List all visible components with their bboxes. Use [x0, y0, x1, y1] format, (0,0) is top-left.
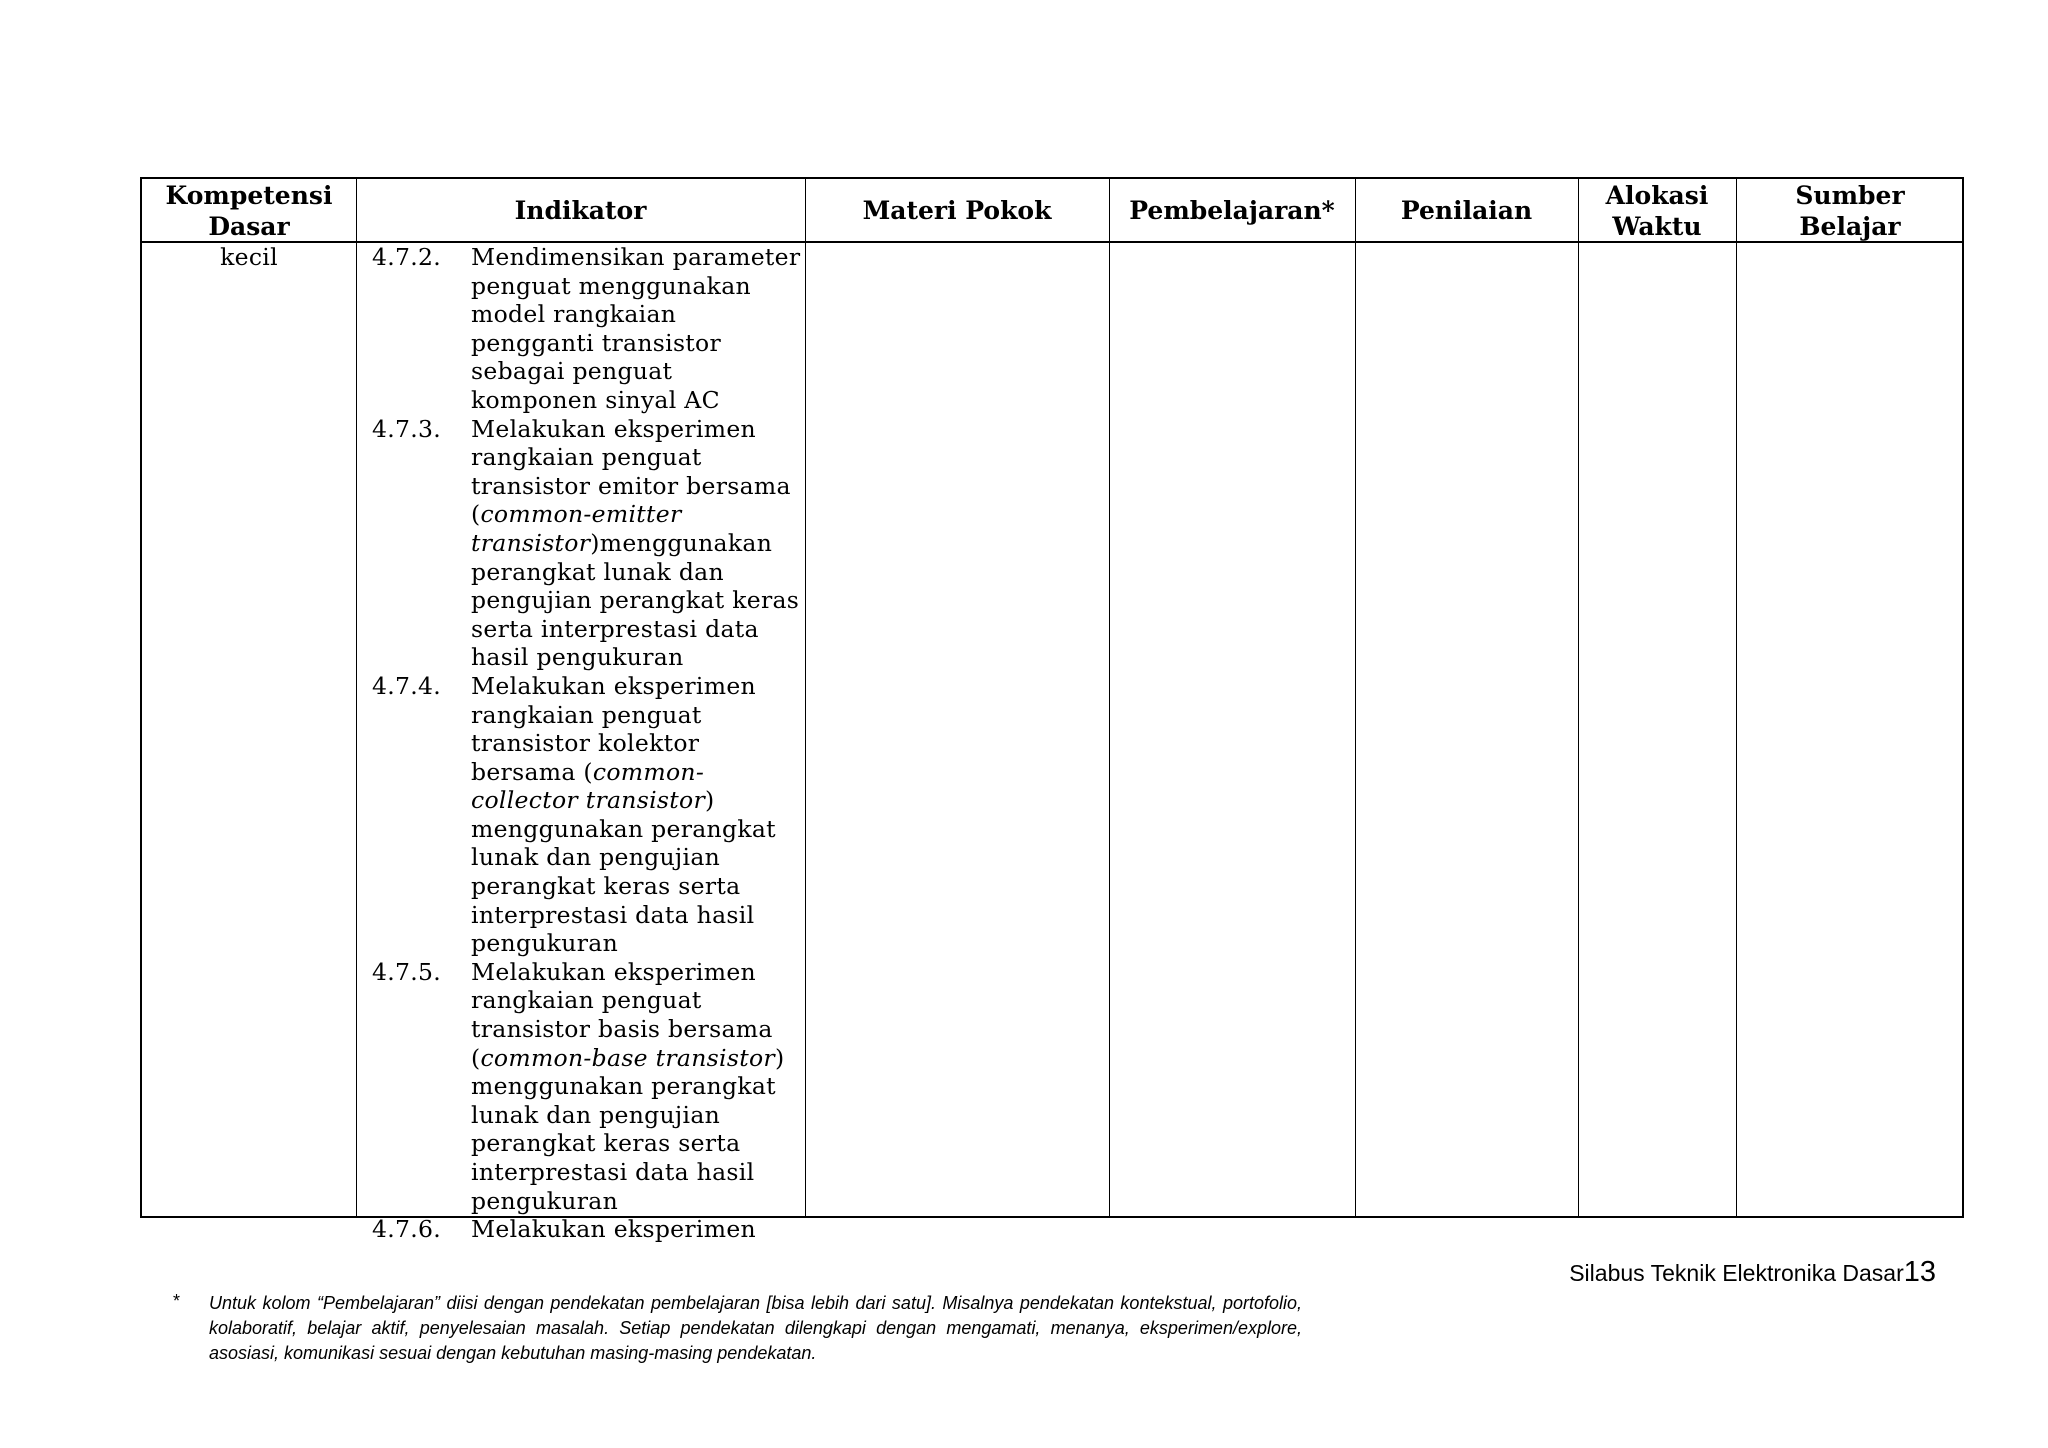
page-number: 13	[1903, 1256, 1936, 1288]
indikator-number: 4.7.2.	[372, 243, 442, 271]
footnote-text: Untuk kolom “Pembelajaran” diisi dengan pendekatan pembelajaran [bisa lebih dari satu]. Misalnya pendekatan kontekstual, portofolio, kolaboratif, belajar aktif, penyelesaian masalah. Setiap pendekatan dilengkapi dengan mengamati, menanya, eksperimen/explore, asosiasi, komunikasi sesuai dengan kebutuhan masing-masing pendekatan.	[209, 1293, 1302, 1363]
header-kompetensi-dasar: Kompetensi Dasar	[165, 180, 333, 241]
header-penilaian: Penilaian	[1400, 196, 1533, 225]
header-alokasi-waktu: Alokasi Waktu	[1605, 180, 1709, 241]
syllabus-table	[140, 177, 1964, 1244]
header-pembelajaran: Pembelajaran*	[1129, 196, 1335, 225]
header-sumber-belajar: Sumber Belajar	[1795, 180, 1905, 241]
indikator-italic-term: common-base transistor	[480, 1043, 775, 1072]
footnote-mark: *	[173, 1291, 181, 1311]
column-divider	[1736, 179, 1737, 1216]
header-materi-pokok: Materi Pokok	[862, 196, 1052, 225]
indikator-italic-term: common-emitter transistor	[471, 500, 682, 557]
column-divider	[1578, 179, 1579, 1216]
indikator-text-part: ) menggunakan perangkat lunak dan pengujian perangkat keras serta interprestasi data hasil pengukuran	[471, 1043, 785, 1215]
indikator-text	[471, 672, 801, 958]
page-footer	[1569, 1256, 1936, 1289]
indikator-text-part: Mendimensikan parameter penguat menggunakan model rangkaian pengganti transistor sebagai penguat komponen sinyal AC	[471, 243, 801, 414]
indikator-item	[372, 958, 812, 1215]
indikator-text-part: ) menggunakan perangkat lunak dan pengujian perangkat keras serta interprestasi data hasil pengukuran	[471, 786, 776, 958]
indikator-item	[372, 672, 812, 958]
indikator-number: 4.7.4.	[372, 671, 442, 700]
indikator-text-part: Melakukan eksperimen	[471, 1215, 756, 1244]
indikator-text-part: Melakukan eksperimen rangkaian penguat transistor kolektor bersama (	[471, 671, 756, 786]
indikator-italic-term: common-collector transistor	[471, 757, 705, 815]
indikator-text-part: )menggunakan perangkat lunak dan pengujian perangkat keras serta interprestasi data hasil pengukuran	[471, 528, 800, 672]
indikator-item	[372, 1215, 812, 1244]
indikator-item	[372, 415, 812, 672]
header-indikator: Indikator	[514, 196, 647, 225]
footer-title: Silabus Teknik Elektronika Dasar	[1569, 1260, 1904, 1286]
column-divider	[1355, 179, 1356, 1216]
indikator-number: 4.7.3.	[372, 414, 442, 443]
indikator-text-part: Melakukan eksperimen rangkaian penguat transistor basis bersama (	[471, 957, 773, 1072]
indikator-text	[471, 243, 801, 415]
indikator-item	[372, 243, 812, 415]
kompetensi-dasar-cell: kecil	[220, 243, 278, 271]
indikator-text-part: Melakukan eksperimen rangkaian penguat transistor emitor bersama (	[471, 414, 791, 529]
indikator-number: 4.7.5.	[372, 957, 442, 986]
indikator-list	[372, 243, 812, 1244]
indikator-text	[471, 958, 801, 1215]
indikator-number: 4.7.6.	[372, 1215, 442, 1244]
indikator-text	[471, 415, 801, 672]
column-divider	[1109, 179, 1110, 1216]
column-divider	[356, 179, 357, 1216]
indikator-text	[471, 1215, 801, 1244]
